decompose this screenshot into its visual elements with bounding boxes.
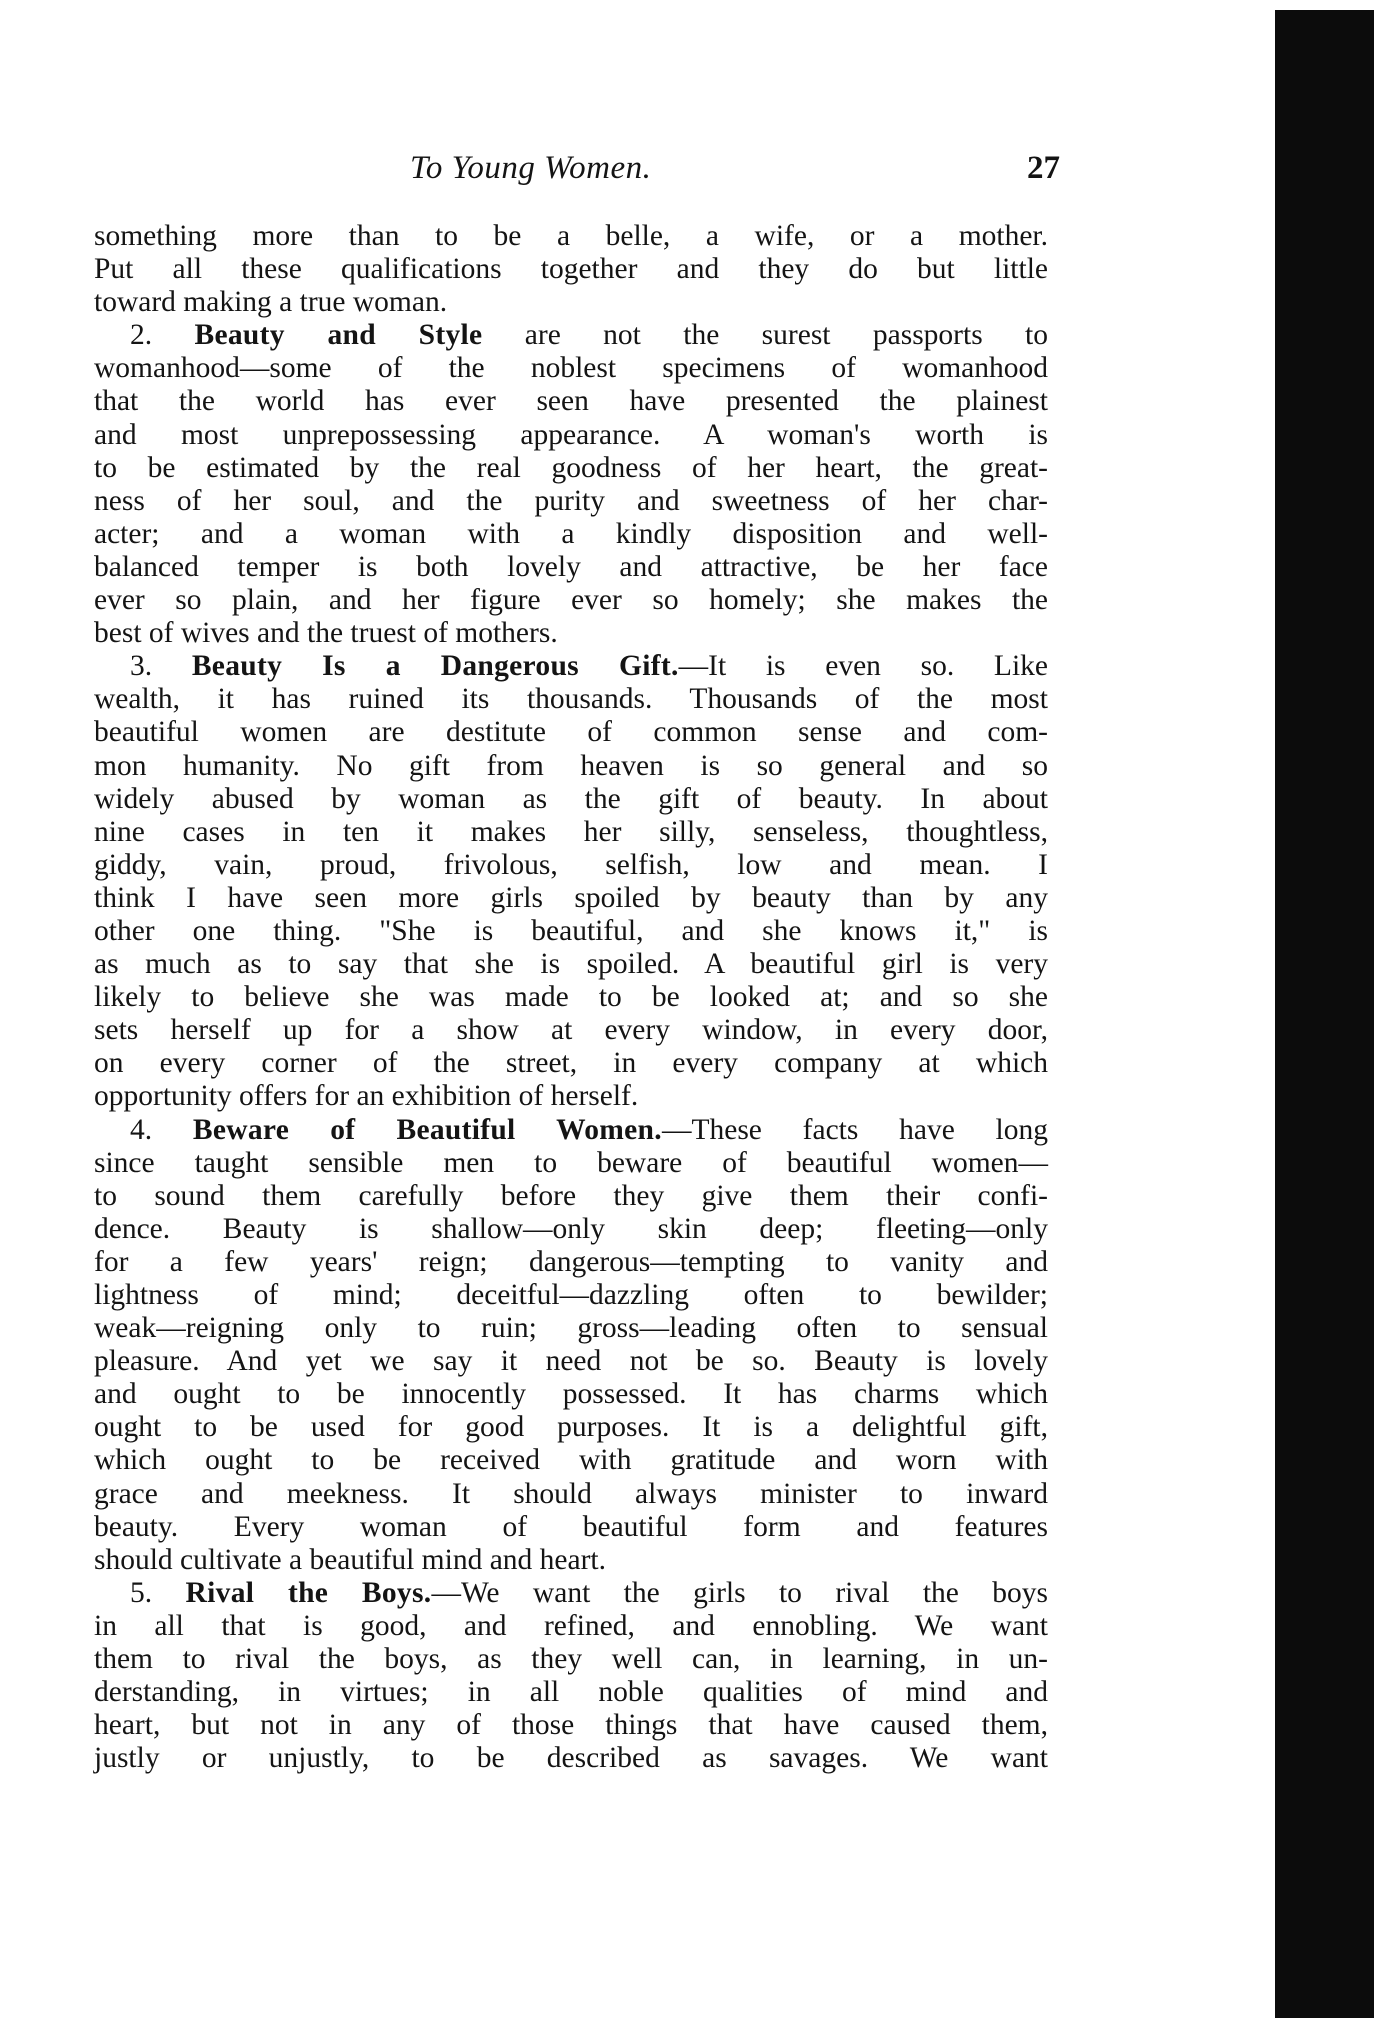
text-line: something more than to be a belle, a wife, or a mother. <box>94 220 1048 252</box>
text-line: lightness of mind; deceitful—dazzling often to bewilder; <box>94 1279 1048 1311</box>
page-body <box>94 220 1048 1775</box>
section-heading: Beauty Is a Dangerous Gift. <box>191 650 679 683</box>
text-line: as much as to say that she is spoiled. A beautiful girl is very <box>94 948 1048 981</box>
text-line: widely abused by woman as the gift of beauty. In about <box>94 782 1048 815</box>
section-heading: Beware of Beautiful Women. <box>192 1113 662 1146</box>
section-first-text: —These facts have long <box>661 1113 1049 1146</box>
text-line: Put all these qualifications together and they do but little <box>94 253 1048 286</box>
text-line: and ought to be innocently possessed. It has charms which <box>94 1378 1048 1411</box>
section-first-text: —We want the girls to rival the boys <box>431 1576 1049 1609</box>
section-first-text: —It is even so. Like <box>678 650 1048 683</box>
text-line: beautiful women are destitute of common sense and com- <box>94 716 1048 749</box>
text-line: beauty. Every woman of beautiful form and features <box>94 1510 1048 1543</box>
page-number: 27 <box>1027 150 1060 186</box>
text-line: best of wives and the truest of mothers. <box>94 617 558 650</box>
text-line: toward making a true woman. <box>94 286 448 319</box>
text-line: acter; and a woman with a kindly disposition and well- <box>94 517 1048 550</box>
section-number: 4. <box>130 1113 153 1146</box>
text-line: in all that is good, and refined, and ennobling. We want <box>94 1609 1048 1642</box>
text-line: to sound them carefully before they give them their confi- <box>94 1179 1048 1212</box>
text-line: sets herself up for a show at every window, in every door, <box>94 1014 1048 1047</box>
text-line: heart, but not in any of those things that have caused them, <box>94 1709 1048 1742</box>
text-line: nine cases in ten it makes her silly, senseless, thoughtless, <box>94 815 1048 848</box>
section-first-text: are not the surest passports to <box>482 319 1048 352</box>
text-line: opportunity offers for an exhibition of herself. <box>94 1080 639 1113</box>
page-header <box>410 150 1060 200</box>
text-line: on every corner of the street, in every company at which <box>94 1047 1048 1080</box>
text-line: weak—reigning only to ruin; gross—leading often to sensual <box>94 1312 1048 1345</box>
scan-edge-bar <box>1275 10 1374 2018</box>
text-line: giddy, vain, proud, frivolous, selfish, low and mean. I <box>94 848 1048 881</box>
text-line: pleasure. And yet we say it need not be so. Beauty is lovely <box>94 1345 1048 1378</box>
running-title: To Young Women. <box>410 150 652 186</box>
text-line: to be estimated by the real goodness of her heart, the great- <box>94 451 1048 484</box>
text-line: justly or unjustly, to be described as savages. We want <box>94 1742 1048 1775</box>
section-number: 2. <box>130 319 153 352</box>
section-4-first-line <box>94 1114 1048 1147</box>
text-line: them to rival the boys, as they well can, in learning, in un- <box>94 1643 1048 1676</box>
section-heading: Rival the Boys. <box>185 1576 432 1609</box>
text-line: wealth, it has ruined its thousands. Thousands of the most <box>94 683 1048 716</box>
text-line: derstanding, in virtues; in all noble qualities of mind and <box>94 1676 1048 1709</box>
text-line: ought to be used for good purposes. It is a delightful gift, <box>94 1411 1048 1444</box>
text-line: likely to believe she was made to be looked at; and so she <box>94 981 1048 1014</box>
section-number: 5. <box>130 1576 153 1609</box>
text-line: since taught sensible men to beware of beautiful women— <box>94 1146 1048 1179</box>
text-line: and most unprepossessing appearance. A woman's worth is <box>94 418 1048 451</box>
text-line: that the world has ever seen have presented the plainest <box>94 385 1048 418</box>
text-line: other one thing. "She is beautiful, and she knows it," is <box>94 914 1048 947</box>
text-line: think I have seen more girls spoiled by beauty than by any <box>94 881 1048 914</box>
text-line: ness of her soul, and the purity and sweetness of her char- <box>94 484 1048 517</box>
section-heading: Beauty and Style <box>194 319 483 352</box>
text-line: grace and meekness. It should always minister to inward <box>94 1477 1048 1510</box>
text-line: mon humanity. No gift from heaven is so general and so <box>94 749 1048 782</box>
text-line: which ought to be received with gratitude and worn with <box>94 1444 1048 1477</box>
text-line: should cultivate a beautiful mind and heart. <box>94 1543 607 1576</box>
text-line: womanhood—some of the noblest specimens of womanhood <box>94 352 1048 385</box>
section-2-first-line <box>94 319 1048 352</box>
text-line: dence. Beauty is shallow—only skin deep; fleeting—only <box>94 1212 1048 1245</box>
section-number: 3. <box>130 650 153 683</box>
section-5-first-line <box>94 1577 1048 1610</box>
text-line: ever so plain, and her figure ever so homely; she makes the <box>94 584 1048 617</box>
text-line: balanced temper is both lovely and attractive, be her face <box>94 550 1048 583</box>
section-3-first-line <box>94 650 1048 683</box>
text-line: for a few years' reign; dangerous—tempting to vanity and <box>94 1245 1048 1278</box>
